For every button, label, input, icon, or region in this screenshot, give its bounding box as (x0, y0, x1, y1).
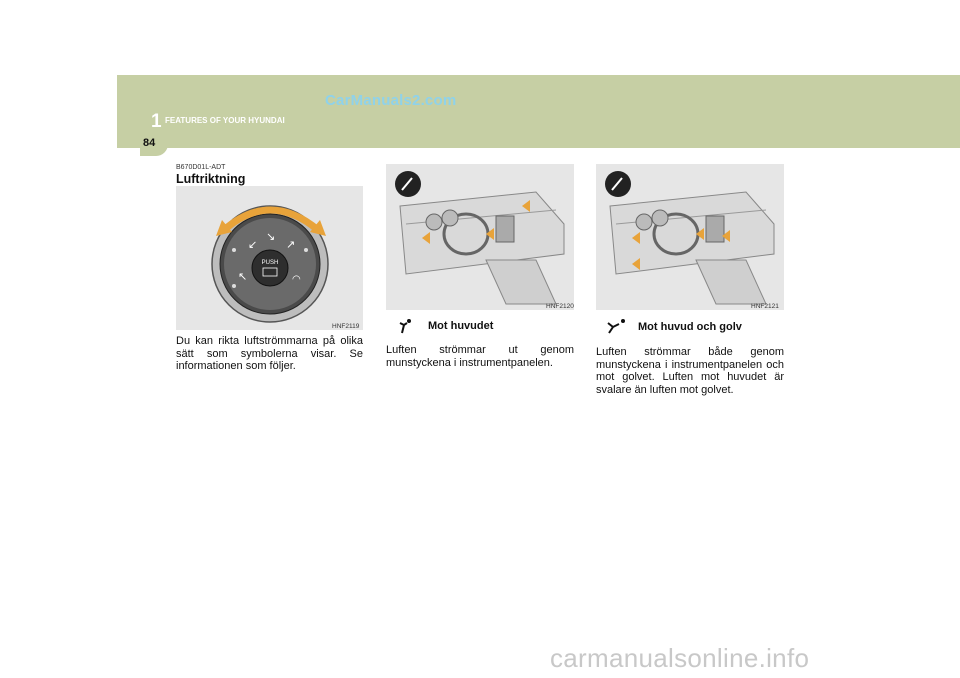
face-mode-heading: Mot huvudet (428, 320, 494, 332)
section-code: B670D01L-ADT (176, 164, 226, 171)
dial-figure (176, 186, 363, 330)
figure-code-face: HNF2120 (546, 303, 574, 310)
face-mode-text: Luften strömmar ut genom munstyckena i instrumentpanelen. (386, 344, 574, 369)
svg-text:↖: ↖ (238, 270, 248, 283)
svg-text:↘: ↘ (266, 230, 276, 243)
section-heading (176, 164, 364, 186)
dashboard-face-illustration (386, 164, 574, 310)
chapter-number: 1 (151, 111, 162, 132)
face-mode-icon (397, 318, 413, 339)
footer-watermark[interactable]: carmanualsonline.info (550, 643, 810, 673)
svg-text:↗: ↗ (286, 238, 296, 251)
section-title: Luftriktning (176, 172, 246, 186)
face-floor-mode-icon (605, 318, 627, 339)
dial-push-label: PUSH (261, 260, 279, 266)
figure-code-face-floor: HNF2121 (751, 303, 779, 310)
header-band (117, 75, 960, 148)
dashboard-face-floor-figure (596, 164, 784, 310)
page-number: 84 (143, 137, 156, 149)
face-floor-mode-heading: Mot huvud och golv (638, 321, 742, 333)
chapter-title: FEATURES OF YOUR HYUNDAI (165, 116, 285, 125)
svg-text:◠: ◠ (292, 274, 301, 285)
figure-code-dial: HNF2119 (332, 323, 360, 330)
intro-text: Du kan rikta luftströmmarna på olika sätt som symbolerna visar. Se informationen som följer. (176, 335, 363, 372)
mode-dial-illustration (176, 186, 363, 330)
dashboard-face-figure (386, 164, 574, 310)
dashboard-face-floor-illustration (596, 164, 784, 310)
watermark-link[interactable]: CarManuals2.com (325, 92, 457, 109)
face-floor-mode-text: Luften strömmar både genom munstyckena i instrumentpanelen och mot golvet. Luften mot huvudet är svalare än luften mot golvet. (596, 346, 784, 396)
svg-text:↙: ↙ (248, 238, 258, 251)
